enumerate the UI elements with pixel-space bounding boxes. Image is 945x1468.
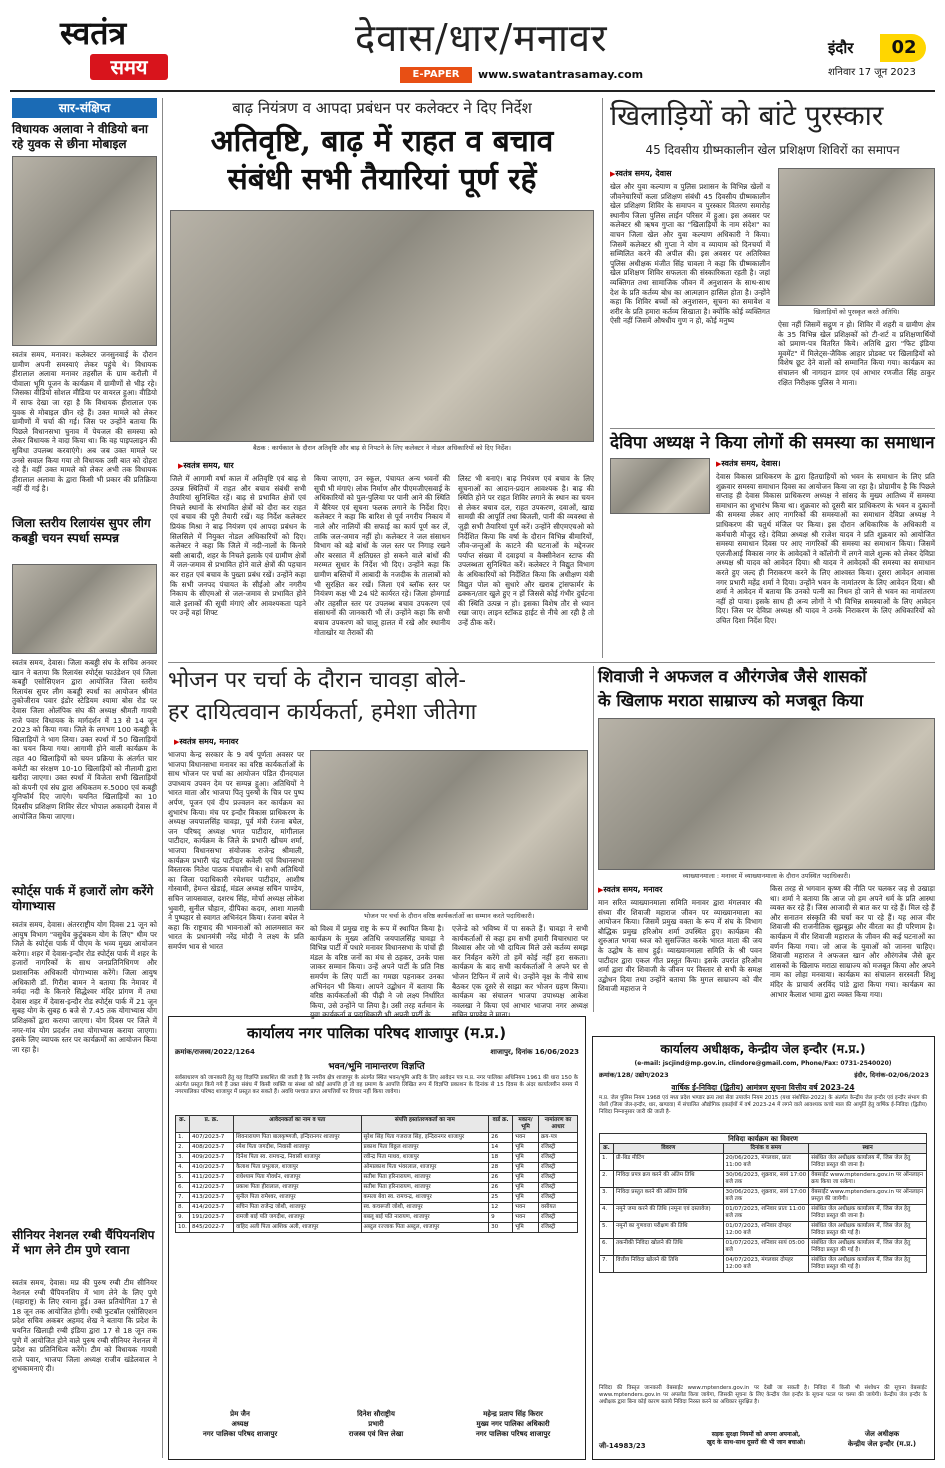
table-cell: कमला बेवा स्व. रामचन्द्र, शाजापुर (361, 1193, 489, 1203)
jail-office-title: कार्यालय अधीक्षक, केन्द्रीय जेल इन्दौर (म.प्र.) (660, 1042, 866, 1056)
lead-story (168, 98, 596, 658)
shivaji-col-1: मान सरित व्याख्यानमाला समिति मनावर द्वारा मंगलवार की संध्या वीर शिवाजी महाराज जीवन पर व्याख्यानमाला का आयोजन किया। जिसमें प्रमुख वक्ता के रूप में संघ के विभाग बौद्धिक प्रमुख हरिओम शर्मा उपस्थित हुए। कार्यक्रम की शुरुआत भगवा ध्वज को सुसज्जित करके भारत माता की जय के उद्घोष के साथ हुई। व्याख्यानमाला समिति के श्री पवन पाटीदार द्वारा एकल गीत प्रस्तुत किया। इसके उपरांत हरिओम शर्मा द्वारा वीर शिवाजी के जीवन पर विस्तार से सभी के समक्ष उद्बोधन दिया तथा उन्होंने बताया कि मुगल साम्राज्य को वीर शिवाजी महाराज ने (598, 898, 762, 994)
table-row (600, 1188, 927, 1205)
table-cell: 18 (489, 1153, 513, 1163)
table-cell: 8. (176, 1203, 190, 1213)
players-photo (778, 168, 935, 306)
table-cell: 6. (600, 1239, 614, 1256)
devipiya-body: देवास विकास प्राधिकरण के द्वारा हितग्राहियों को भवन के समाधान के लिए प्रति शुक्रवार समस्या समाधान दिवस का आयोजन किया जा रहा है। प्रोग्रामीय है कि पिछले सप्ताह ही देवास विकास प्राधिकरण अध्यक्ष ने सांसद के मुख्य आतिथ्य में समस्या समाधान का शुभारंभ किया था। शुक्रवार को दूसरी बार प्राधिकरण के भवन व दुकानों की समस्या लेकर आए नागरिकों की समस्याओं का समाधान देविप्रा अध्यक्ष ने प्राधिकरण की चतुर्थ मंजिल पर किया। इस दौरान अधिकारिक के अधिकारी व कर्मचारी मौजूद रहे। देविप्रा अध्यक्ष श्री राजेश यादव ने प्रति शुक्रवार को आयोजित समस्या समाधान दिवस पर आए नागरिकों की समस्या का समाधान किया। जिसमें एलजीआई विकास नगर के आवेदकों ने कॉलोनी में लगने वाले शुल्क को लेकर देविप्रा अध्यक्ष श्री यादव को आवेदन दिया। श्री यादव ने आवेदकों की समस्या का समाधान करते हुए जल्द ही निराकरण करने के लिए आश्वस्त किया। दूसरा आवेदन आवास नगर प्रभारी महेंद्र शर्मा ने दिया। उन्होंने भवन के नामांतरण के लिए आवेदन दिया। श्री शर्मा ने आवेदन में बताया कि उनको पत्नी का निधन हो जाने से भवन का नामांतरण नहीं हो पाया। इसके साथ ही अन्य लोगों ने भी विभिन्न समस्याओं के लिए आवेदन दिए। जिस पर देविप्रा अध्यक्ष श्री यादव ने उनके निराकरण के लिए अधिकारियों को उचित दिशा निर्देश दिए। (716, 472, 935, 625)
lead-col-1: जिले में आगामी वर्षा काल में अतिवृष्टि एवं बाढ़ से उत्पन्न स्थितियों में राहत और बचाव संबंधी सभी तैयारियां सुनिश्चित रहें। बाढ़ से प्रभावित क्षेत्रों एवं निचले स्थानों के संभावित क्षेत्रों को दौरा कर राहत एवं बचाव की पूरी तैयारी रखें। यह निर्देश कलेक्टर प्रियंक मिश्रा ने बाढ़ नियंत्रण एवं आपदा प्रबंधन के सिलसिले में नियुक्त नोडल अधिकारियों को दिए। कलेक्टर ने कहा कि जिले में नदी-नालों के किनारे बसी आबादी, शहर के निचले इलाके एवं ग्रामीण क्षेत्रों में जल-जमाव से प्रभावित होने वाले क्षेत्रों की पहचान कर राहत एवं बचाव के पुख्ता प्रबंध रखें। उन्होंने कहा कि सभी जनपद पंचायत के सीईओ और नगरीय निकाय के सीएमओ से जल-जमाव से प्रभावित होने वाले इलाकों की सूची मंगाएं और आवश्यकता पड़ने पर उन्हें वहां शिफ्ट (170, 474, 306, 618)
table-cell: रजिस्ट्री (539, 1213, 578, 1223)
table-cell: भूमि (513, 1143, 539, 1153)
table-cell: 26 (489, 1133, 513, 1143)
bhojan-col-1: भाजपा केन्द्र सरकार के 9 वर्ष पूर्णता अवसर पर भाजपा विधानसभा मनावर का वरिष्ठ कार्यकर्ताओं के साथ भोजन पर चर्चा का आयोजन पंडित दीनदयाल उपाध्याय उपवन देम पर सम्पन्न हुआ। अतिथियों ने भारत माता और भाजपा पितृ पुरुषों के चित्र पर पुष्प अर्पण, पूजन एवं दीप प्रज्वलन कर कार्यक्रम का शुभारंभ किया। मंच पर इन्दौर विकास प्राधिकरण के अध्यक्ष जयपालसिंह चावड़ा, पूर्व मंत्री रंजना बघेल, जन परिषद् अध्यक्ष भगत पाटीदार, मांगीलाल पाटीदार, कार्यक्रम के जिले के प्रभारी खीचम शर्मा, भाजपा विधानसभा संयोजक राजेन्द्र श्रीमाली, कार्यक्रम प्रभारी चंद्र पाटीदार कवेली एवं विधानसभा विस्तारक नितेश पाठक मंचासीन थे। सभी अतिथियों का जिला पदाधिकारी रमेशचर पाटीदार, आशीष गोस्वामी, हेमन्त खेडाई, मंडल अध्यक्ष सचिन पाण्डेय, सचिन जायसवाल, दशरथ सिंह, मोर्चा अध्यक्ष लोकेश भुवारी, सुनील चौहान, दीपिका कदम, आशा मालवी ने पुष्पहार से स्वागत अभिनंदन किया। रंजना बघेल ने कहा कि राष्ट्रवाद की भावनाओं को आलमसात कर भारत के प्रधानमंत्री नरेंद्र मोदी ने लक्ष्य के प्रति समर्पण भाव से भारत (168, 750, 304, 951)
lead-col-2: किया जाएगा, उन स्कूल, पंचायत अन्य भवनों की सूची भी मंगाएं। लोक निर्माण और पीएमजीएसवाई के अधिकारियों को पुल-पुलिया पर पानी आने की स्थिति में बैरियर एवं सूचना फलक लगाने के निर्देश दिए। कलेक्टर ने कहा कि बारिश से पूर्व नगरीय निकाय में नाले और नालियों की सफाई का कार्य पूर्ण कर लें, ताकि जल-जमाव नहीं हो। कलेक्टर ने जल संसाधन विभाग को बड़े बांधों के जल स्तर पर निगाह रखने और बरसात में क्षतिग्रस्त हो सकने वाले बांधों की मरम्मत सुधार के निर्देश भी दिए। उन्होंने कहा कि ग्रामीण बस्तियों में आबादी के नजदीक के तालाबों को भी सुरक्षित कर रखें। जिला एवं ब्लॉक स्तर पर नियंत्रण कक्ष भी 24 घंटे कार्यरत रहे। जिला होमगार्ड और तहसील स्तर पर उपलब्ध बचाव उपकरण एवं संसाधनों की जानकारी भी लें। उन्होंने कहा कि सभी बचाव उपकरण को चालू हालत में रखे और स्थानीय गोताखोर या तैराकों की (314, 474, 451, 637)
np-ref-date: शाजापुर, दिनांक 16/06/2023 (490, 1048, 579, 1056)
table-cell: भूमि (513, 1183, 539, 1193)
table-row (176, 1163, 578, 1173)
logo (60, 14, 180, 84)
jail-sign-org: केन्द्रीय जेल इन्दौर (म.प्र.) (847, 1440, 917, 1448)
table-cell: सचिन पिता राजेन्द्र जोशी, शाजापुर (233, 1203, 361, 1213)
table-cell: संबंधित जेल अधीक्षक कार्यालय में, जिस जेल हेतु निविदा प्रस्तुत की जाना है। (809, 1205, 927, 1222)
table-cell: 7. (600, 1256, 614, 1273)
logo-line2: समय (110, 55, 148, 79)
bhojan-photo-caption: भोजन पर चर्चा के दौरान वरिष्ठ कार्यकर्ताओं का सम्मान करते पदाधिकारी। (363, 912, 535, 920)
np-col-header: प्र. क्र. (189, 1116, 233, 1133)
jail-ad (592, 1036, 935, 1460)
table-cell: 10. (176, 1223, 190, 1233)
np-sign-1 (175, 1409, 305, 1439)
table-cell: रमेश पिता जगदीश, निवासी शाजापुर (233, 1143, 361, 1153)
table-cell: स्व. कचरूजी जोशी, शाजापुर (361, 1203, 489, 1213)
table-cell: 6. (176, 1183, 190, 1193)
table-row (176, 1203, 578, 1213)
bhojan-headline-line1: भोजन पर चर्चा के दौरान चावड़ा बोले- (168, 668, 466, 693)
masthead (0, 0, 945, 92)
jail-ref-date: इंदौर, दिनांक-02/06/2023 (854, 1071, 929, 1079)
masthead-rule (10, 90, 935, 92)
issue-date: शनिवार 17 जून 2023 (828, 67, 916, 78)
table-cell: रजिस्ट्री (539, 1163, 578, 1173)
table-cell: निविदा प्रस्तुत करने की अंतिम तिथि (613, 1188, 723, 1205)
table-cell: 410/2023-7 (189, 1163, 233, 1173)
table-cell: भवन (513, 1133, 539, 1143)
table-cell: रजिस्ट्री (539, 1173, 578, 1183)
table-cell: 04/07/2023, मंगलवार दोपहर 12:00 बजे (723, 1256, 809, 1273)
table-row (176, 1153, 578, 1163)
table-cell: क्रय-पत्र (539, 1133, 578, 1143)
np-table (175, 1115, 578, 1233)
table-cell: प्रकाश पिता हीरालाल, शाजापुर (233, 1183, 361, 1193)
sidebar-story-4-headline: सीनियर नेशनल रग्बी चैंपियनशिप में भाग लेने टीम पुणे रवाना (12, 1228, 155, 1257)
table-cell: दिनेश पिता स्व. रामचन्द्र, निवासी शाजापुर (233, 1153, 361, 1163)
table-cell: रजिस्ट्री (539, 1143, 578, 1153)
table-row (176, 1143, 578, 1153)
jail-ref-no: क्रमांक/128/ उद्योग/2023 (599, 1071, 669, 1079)
table-cell: तकनीकी निविदा खोलने की तिथि (613, 1239, 723, 1256)
bhojan-byline: ▶ स्वतंत्र समय, मनावर (174, 736, 374, 747)
nagar-palika-ad (168, 1016, 586, 1460)
table-cell: 191/2023-7 (189, 1213, 233, 1223)
table-row (176, 1213, 578, 1223)
table-cell: भवन (513, 1203, 539, 1213)
bhojan-photo (310, 750, 588, 910)
jail-col-header: विवरण (613, 1144, 723, 1154)
players-body-left: खेल और युवा कल्याण व पुलिस प्रशासन के विभिन्न खेलों व जीवनेचारियों कला प्रशिक्षण संबंधी 45 दिवसीय ग्रीष्मकालीन खेल प्रशिक्षण शिविर के समापन व पुरस्कार वितरण समारोह स्थानीय जिला पुलिस लाईन परिसर में हुआ। इस अवसर पर कलेक्टर श्री ऋषव गुप्ता का "खिलाड़ियों के नाम संदेश" का वाचन जिला खेल और युवा कल्याण अधिकारी ने किया। जिसमें कलेक्टर श्री गुप्ता ने योग व व्यायाम को दिनचर्या में सम्मिलित करने की अपील की। इस अवसर पर अतिरिक्त पुलिस अधीक्षक मंजीत सिंह चावला ने कहा कि ग्रीष्मकालीन खेल प्रशिक्षण शिविर सफलता की संस्कारिकता रहती है। जहां व्यक्तिगत तथा सामाजिक जीवन में अनुशासन के साथ-साथ देश के प्रति कर्तव्य बोध का आत्मज्ञान हासिल होता है। उन्होंने कहा कि शिविर बच्चों को अनुशासन, सूचना का समावेश व शरीर के प्रति हमारा कर्तव्य सिखाता है। क्योंकि कोई व्यक्तिगत ऐसी नहीं जिसमें औषधीय गुण न हो, कोई मनुष्य (610, 182, 770, 326)
jail-slogan-line1: सड़क सुरक्षा नियमों को अपना अपनाओ, (711, 1431, 801, 1438)
np-sign-2-name: दिनेश सौराष्ट्रीय (357, 1410, 395, 1418)
table-row (600, 1222, 927, 1239)
jail-footer-note: निविदा की विस्तृत जानकारी वेबसाईट www.mptenders.gov.in पर देखी जा सकती है। निविदा में किसी भी संशोधन की सूचना वेबसाईट www.mptenders.gov.in पर अपलोड किया जायेगा, जिसकी सूचना के लिए केन्द्रीय जेल इन्दौर के सूचना पटल पर चस्पा की जायेगी। केन्द्रीय जेल इन्दौर के अधीक्षक द्वारा बिना कोई कारण बताये निविदा निरस्त करने का अधिकार सुरक्षित है। (599, 1385, 927, 1405)
np-col-header: नामांतरण का आधार (539, 1116, 578, 1133)
players-headline: खिलाड़ियों को बांटे पुरस्कार (610, 99, 884, 132)
website-link[interactable]: www.swatantrasamay.com (478, 68, 644, 81)
table-cell: संबंधित जेल अधीक्षक कार्यालय में, जिस जेल हेतु निविदा प्रस्तुत की गई है। (809, 1256, 927, 1273)
players-photo-caption: खिलाड़ियों को पुरस्कृत करते अतिथि। (813, 308, 900, 316)
sidebar-story-3-headline: स्पोर्ट्स पार्क में हजारों लोग करेंगे योगाभ्यास (12, 884, 154, 913)
table-cell: 14 (489, 1143, 513, 1153)
table-cell: भूमि (513, 1173, 539, 1183)
shivaji-photo-caption: व्याख्यानमाला : मनावर में व्याख्यानमाला के दौरान उपस्थित पदाधिकारी। (682, 872, 851, 880)
table-cell: 7. (176, 1193, 190, 1203)
sidebar (12, 98, 157, 1458)
table-cell: 25 (489, 1193, 513, 1203)
lead-kicker: बाढ़ नियंत्रण व आपदा प्रबंधन पर कलेक्टर ने दिए निर्देश (232, 99, 532, 117)
sidebar-story-1-photo (12, 156, 157, 346)
jail-sign (833, 1429, 931, 1449)
table-cell: 414/2023-7 (189, 1203, 233, 1213)
sidebar-story-4-body: स्वतंत्र समय, देवास। मप्र की पुरुष रग्बी टीम सीनियर नेशनल रग्बी चैंपियनशिप में भाग लेने के लिए पुणे (महाराष्ट्र) के लिए रवाना हुई। उक्त प्रतियोगिता 17 से 18 जून तक आयोजित होगी। रग्बी फुटबॉल एसोसिएशन प्रदेश सचिव अकबर अहमद शेख ने बताया कि प्रदेश के चयनित खिलाड़ी रग्बी इंडिया द्वारा 17 से 18 जून तक पुणे में आयोजित होने वाले पुरुष रग्बी सीनियर नेशनल में प्रदेश का प्रतिनिधित्व करेंगे। टीम को विधायक गायत्री राजे पवार, भाजपा जिला अध्यक्ष राजीव खंडेलवाल ने शुभकामनाएं दी। (12, 1278, 157, 1374)
np-col-header: वार्ड क्र. (489, 1116, 513, 1133)
table-cell: 9 (489, 1213, 513, 1223)
np-table-header (176, 1116, 578, 1133)
table-cell: 26 (489, 1173, 513, 1183)
table-cell: राधेश्याम पिता गोवर्धन, शाजापुर (233, 1173, 361, 1183)
sidebar-story-1-headline: विधायक अलावा ने वीडियो बना रहे युवक से छीना मोबाइल (12, 122, 149, 151)
table-cell: भवन (513, 1213, 539, 1223)
table-cell: भूमि (513, 1193, 539, 1203)
table-cell: प्रकाश पिता विठ्ठल शाजापुर (361, 1143, 489, 1153)
lead-photo (170, 210, 594, 442)
table-cell: 9. (176, 1213, 190, 1223)
sidebar-story-2-headline: जिला स्तरीय रिलायंस सुपर लीग कबड्डी चयन स्पर्धा सम्पन्न (12, 516, 151, 545)
lead-headline-line1: अतिवृष्टि, बाढ़ में राहत व बचाव (210, 124, 554, 159)
shivaji-byline: ▶ स्वतंत्र समय, मनावर (598, 884, 758, 895)
bhojan-col-2: को विश्व में प्रमुख राष्ट्र के रूप में स्थापित किया है। कार्यक्रम के मुख्य अतिथि जयपालसिंह चावड़ा ने विभिन्न पार्टी में पधारे मनावर विधानसभा के पांचों ही मंडल के वरिष्ठ जनों का मंच से ठहकर, उनके पास जाकर सम्मान किया। उन्हें अपने पार्टी के प्रति निष्ठ समर्पण के लिए पार्टी का गमछा पहनाकर उनका अभिनंदन भी किया। आपने उद्बोधन में बताया कि वरिष्ठ कार्यकर्ताओं की पीढ़ी ने जो लक्ष्य निर्धारित किया, उसे उन्होंने पा लिया है। उसी तरह वर्तमान के युवा कार्यकर्ता व पदाधिकारी भी अपनी पार्टी के (310, 924, 444, 1020)
devipiya-byline: ▶ स्वतंत्र समय, देवास। (716, 458, 836, 469)
table-cell: 26 (489, 1183, 513, 1193)
table-cell: सुनील पिता रामेश्वर, शाजापुर (233, 1193, 361, 1203)
bhojan-col-3: एजेन्डे को भविष्य में पा सकते हैं। चावड़ा ने सभी कार्यकर्ताओं से कहा हम सभी हमारी विचारधारा पर विश्वास और जो भी दायित्व मिले उसे कर्तव्य समझ कर निर्वहन करेंगे तो हमें कोई नहीं हरा सकता। कार्यक्रम के बाद सभी कार्यकर्ताओं ने अपने घर से भोजन टिफिन में लाये थे। उन्होंने वृक्ष के नीचे साथ बैठकर एक दूसरे से साझा कर भोजन ग्रहण किया। कार्यक्रम का संचालन भाजपा उपाध्यक्ष आकेश नवलखा ने किया एवं आभार भाजपा नगर अध्यक्ष सचिन पाण्डेय ने माना। (452, 924, 588, 1020)
jail-gi-number: जी-14983/23 (599, 1442, 646, 1450)
table-cell: 30 (489, 1223, 513, 1233)
table-cell: रजिस्ट्री (539, 1223, 578, 1233)
table-cell: रजिस्ट्री (539, 1193, 578, 1203)
np-col-header: क्र. (176, 1116, 190, 1133)
table-cell: संबंधित जेल अधीक्षक कार्यालय में, जिस जेल हेतु निविदा प्रस्तुत की गई है। (809, 1222, 927, 1239)
jail-notice-title: वार्षिक ई-निविदा (द्वितीय) आमंत्रण सूचना वित्तीय वर्ष 2023-24 (671, 1083, 855, 1092)
epaper-label: E-PAPER (400, 67, 472, 83)
table-cell: 01/07/2023, शनिवार सायं 05:00 बजे (723, 1239, 809, 1256)
city-label: इंदौर (828, 39, 854, 57)
table-row (600, 1239, 927, 1256)
table-cell: 30/06/2023, शुक्रवार, सायं 17:00 बजे तक (723, 1188, 809, 1205)
np-office-title: कार्यालय नगर पालिका परिषद शाजापुर (म.प्र.) (246, 1024, 507, 1042)
np-sign-2 (311, 1409, 441, 1439)
jail-table (599, 1143, 927, 1273)
sidebar-story-1-body: स्वतंत्र समय, मनावर। कलेक्टर जनसुनवाई के दौरान ग्रामीण अपनी समस्याएं लेकर पहुंचे थे। विधायक हीरालाल अलावा मनावर तहसील के ग्राम करौली में पीवाला भूमि पूजन के कार्यक्रम में ग्रामीणों से भीड़ रहे। जिसका वीडियो सोशल मीडिया पर वायरल हुआ। वीडियो में साफ देखा जा रहा है कि विधायक हीरालाल एक युवक से मोबाइल छीन रहे हैं। उक्त मामले को लेकर ग्रामीणों में चर्चा की गई। जिस पर उन्होंने बताया कि पिछले विधानसभा चुनाव में पेयजल की समस्या को लेकर विधायक ने वादा किया था। कि वह पाइपलाइन की सुविधा उपलब्ध करवाएंगे। अब जब उक्त मामले पर उनसे सवाल किया गया तो विधायक उसी बात को दोहरा रहे हैं। वहीं उक्त मामले को लेकर अभी तक विधायक हीरालाल अलावा के द्वारा किसी भी प्रकार की प्रतिक्रिया नहीं दी गई है। (12, 350, 157, 494)
table-cell: 3. (600, 1188, 614, 1205)
table-row (600, 1205, 927, 1222)
table-cell: 1. (600, 1154, 614, 1171)
table-cell: 407/2023-7 (189, 1133, 233, 1143)
table-cell: वेबसाईट www.mptenders.gov.in पर ऑनलाइन क्रय किया जा सकेगा। (809, 1171, 927, 1188)
sidebar-divider (162, 98, 163, 1458)
jail-notice-body: म.प्र. जेल पुलिस नियम 1968 एवं मध्य प्रदेश भण्डार क्रय तथा सेवा उपार्जन नियम 2015 (यथा संशोधित-2022) के अंतर्गत केन्द्रीय जेल इन्दौर एवं इन्दौर संभाग की जेलों (जिला जेल-इन्दौर, धार, खण्डवा) में संचालित औद्योगिक इकाईयों में वर्ष 2023-24 में लगने वाले आवश्यक कच्चे माल की आपूर्ति हेतु वार्षिक ई-निविदा (द्वितीय) निविदा निम्नानुसार जारी की जाती है- (599, 1095, 927, 1115)
table-cell: 845/2022-7 (189, 1223, 233, 1233)
jail-sign-role: जेल अधीक्षक (864, 1430, 900, 1438)
table-cell: 5. (176, 1173, 190, 1183)
center-divider (602, 98, 603, 658)
jail-schedule-title: निविदा कार्यक्रम का विवरण (599, 1133, 927, 1144)
lead-headline-line2: संबंधी सभी तैयारियां पूर्ण रहें (227, 162, 537, 197)
np-sign-3-role: मुख्य नगर पालिका अधिकारी (476, 1420, 550, 1428)
np-col-header: आवेदनकर्ता का नाम व पता (233, 1116, 361, 1133)
table-cell: 409/2023-7 (189, 1153, 233, 1163)
np-sign-3-org: नगर पालिका परिषद शाजापुर (475, 1430, 551, 1438)
table-row (600, 1154, 927, 1171)
jail-col-header: क्र. (600, 1144, 614, 1154)
np-col-header: संपत्ति हस्तांतरणकर्ता का नाम (361, 1116, 489, 1133)
table-cell: वेबसाईट www.mptenders.gov.in पर ऑनलाइन प्रस्तुत की जायेगी। (809, 1188, 927, 1205)
lead-byline: ▶ स्वतंत्र समय, धार (178, 460, 378, 471)
sidebar-story-2-photo (12, 564, 157, 654)
table-row (176, 1223, 578, 1233)
table-cell: सुरेश सिंह पिता गजराज सिंह, इन्दिरानगर शाजापुर (361, 1133, 489, 1143)
table-cell: प्री-बिड मीटिंग (613, 1154, 723, 1171)
table-cell: 408/2023-7 (189, 1143, 233, 1153)
table-cell: बबलू बाई पति नारायण, शाजापुर (361, 1213, 489, 1223)
jail-col-header: स्थान (809, 1144, 927, 1154)
np-sign-1-role: अध्यक्ष (231, 1420, 249, 1428)
devipiya-top-rule (610, 428, 935, 429)
table-cell: 1. (176, 1133, 190, 1143)
table-cell: सतीश पिता हरिनारायण, शाजापुर (361, 1183, 489, 1193)
players-byline: ▶ स्वतंत्र समय, देवास (610, 168, 760, 179)
np-sign-2-org: राजस्व एवं वित्त लेखा (348, 1430, 404, 1438)
shivaji-photo (598, 718, 935, 870)
jail-slogan-line2: खुद के साथ-साथ दूसरों की भी जान बचाओ। (706, 1439, 806, 1446)
table-row (176, 1193, 578, 1203)
jail-col-header: दिनांक व समय (723, 1144, 809, 1154)
table-cell: 01/07/2023, शनिवार प्रातः 11:00 बजे तक (723, 1205, 809, 1222)
table-cell: 30/06/2023, शुक्रवार, सायं 17:00 बजे तक (723, 1171, 809, 1188)
table-row (176, 1173, 578, 1183)
devipiya-headline: देविपा अध्यक्ष ने किया लोगों की समस्या का समाधान (610, 433, 935, 453)
np-ref-no: क्रमांक/राजस्व/2022/1264 (175, 1048, 255, 1056)
table-cell: रजिस्ट्री (539, 1153, 578, 1163)
table-cell: 4. (176, 1163, 190, 1173)
sidebar-story-3-body: स्वतंत्र समय, देवास। अंतरराष्ट्रीय योग दिवस 21 जून को आयुष विभाग "वसुधैव कुटुंबकम योग के लिए" थीम पर जिले के स्पोर्ट्स पार्क में पीएम के भव्य मुख्य आयोजन करेगा। शहर में देवास-इन्दौर रोड स्पोर्ट्स पार्क में शहर के हजारों नागरिकों के साथ जनप्रतिनिधिगण और प्रशासनिक अधिकारी योगाभ्यास करेंगे। जिला आयुष अधिकारी डॉ. गिरीश बामन ने बताया कि नेमावर में नर्मदा नदी के किनारे सिद्धेश्वर मंदिर प्रांगण में तथा देवास शहर में देवास-इन्दौर रोड स्पोर्ट्स पार्क में 21 जून सुबह योग के सुबह 6 बजे से 7.45 तक योगाभ्यास योग प्रशिक्षकों द्वारा कराया जाएगा। योग दिवस पर जिले में नगर-गांव योग प्रदर्शन तथा योगाभ्यास कराया जाएगा। इसके लिए व्यापक स्तर पर कार्यक्रमों का आयोजन किया जा रहा है। (12, 920, 157, 1054)
shivaji-headline-line1: शिवाजी ने अफजल व औरंगजेब जैसे शासकों (598, 667, 867, 686)
table-cell: 12 (489, 1203, 513, 1213)
devipiya-story (610, 428, 935, 658)
table-cell: नमूनों का गुणवत्ता परीक्षण की तिथि (613, 1222, 723, 1239)
table-cell: रवीन्द्र पिता माधव, शाजापुर (361, 1153, 489, 1163)
table-cell: भूमि (513, 1153, 539, 1163)
table-cell: 413/2023-7 (189, 1193, 233, 1203)
players-story (610, 98, 935, 423)
table-cell: वाहिद अली पिता आशिक अली, शाजापुर (233, 1223, 361, 1233)
table-cell: 4. (600, 1205, 614, 1222)
np-col-header: मकान/भूमि (513, 1116, 539, 1133)
table-cell: 411/2023-7 (189, 1173, 233, 1183)
jail-table-header (600, 1144, 927, 1154)
lower-center-divider (593, 666, 594, 1012)
sidebar-section-title: सार-संक्षिप्त (12, 98, 157, 118)
table-cell: वसीयत (539, 1203, 578, 1213)
table-cell: कैलाश पिता प्रभुलाल, शाजापुर (233, 1163, 361, 1173)
table-row (176, 1133, 578, 1143)
np-sign-3-name: महेन्द्र प्रताप सिंह किरार (483, 1410, 543, 1418)
lead-col-3: लिस्ट भी बनाएं। बाढ़ नियंत्रण एवं बचाव के लिए सूचनाओं का आदान-प्रदान आवश्यक है। बाढ़ की स्थिति होने पर राहत शिविर लगाने के स्थान का चयन से लेकर बचाव दल, राहत उपकरण, दवाओं, खाद्य सामग्री की आपूर्ति तथा बिजली, पानी की व्यवस्था से जुड़ी सभी तैयारियां पूर्ण करें। उन्होंने सीएमएचओ को निर्देशित किया कि वर्षा के दौरान विभिन्न बीमारियों, जीव-जन्तुओं के काटने की घटनाओं के मद्देनजर पर्याप्त संख्या में दवाइयां व वैक्सीनेशन स्टाफ की उपलब्धता सुनिश्चित करें। कलेक्टर ने विद्युत विभाग के अधिकारियों को निर्देशित किया कि अधीक्षण यंत्री विद्युत पोल को सुधारे और खराब ट्रांसफार्मर के ढक्कन/तार खुले हुए न हों जिससे कोई गंभीर दुर्घटना की स्थिति उत्पन्न न हो। इसका विशेष तौर से ध्यान रखा जाए। लाइन स्टॉकड हाईट से नीचे आ रही है तो उन्हें ठीक करें। (458, 474, 594, 627)
table-cell: वित्तीय निविदा खोलने की तिथि (613, 1256, 723, 1273)
np-sign-3 (447, 1409, 579, 1439)
table-cell: 3. (176, 1153, 190, 1163)
table-cell: 2. (600, 1171, 614, 1188)
table-cell: संबंधित जेल अधीक्षक कार्यालय में, जिस जेल हेतु निविदा प्रस्तुत की गई है। (809, 1239, 927, 1256)
table-cell: रामजी बाई पति जगदीश, शाजापुर (233, 1213, 361, 1223)
table-cell: 5. (600, 1222, 614, 1239)
mid-rule (168, 662, 935, 663)
devipiya-photo (610, 458, 710, 514)
jail-slogan (681, 1431, 831, 1447)
shivaji-headline-line2: के खिलाफ मराठा साम्राज्य को मजबूत किया (598, 691, 864, 710)
table-cell: ओमप्रकाश पिता भंवरलाल, शाजापुर (361, 1163, 489, 1173)
table-cell: अब्दुल रज्जाक पिता अब्दुल, शाजापुर (361, 1223, 489, 1233)
table-cell: 20/06/2023, मंगलवार, प्रातः 11:00 बजे (723, 1154, 809, 1171)
table-row (600, 1171, 927, 1188)
table-cell: 412/2023-7 (189, 1183, 233, 1193)
table-cell: नमूने जमा करने की तिथि (नमूना एवं दस्तावेज) (613, 1205, 723, 1222)
bhojan-headline-line2: हर दायित्ववान कार्यकर्ता, हमेशा जीतेगा (168, 700, 477, 725)
np-sign-2-role: प्रभारी (368, 1420, 384, 1428)
table-cell: सतीश पिता हरिनारायण, शाजापुर (361, 1173, 489, 1183)
table-cell: भूमि (513, 1223, 539, 1233)
players-subhead: 45 दिवसीय ग्रीष्मकालीन खेल प्रशिक्षण शिविरों का समापन (645, 143, 900, 157)
jail-contacts: (e-mail: jscjind@mp.gov.in, clindore@gmail.com, Phone/Fax: 0731-2540020) (634, 1060, 892, 1067)
table-row (176, 1183, 578, 1193)
table-cell: निविदा प्रपत्र क्रय करने की अंतिम तिथि (613, 1171, 723, 1188)
table-cell: 2. (176, 1143, 190, 1153)
table-cell: भूमि (513, 1163, 539, 1173)
shivaji-story (598, 666, 935, 1012)
table-cell: 28 (489, 1163, 513, 1173)
np-sign-1-org: नगर पालिका परिषद शाजापुर (202, 1430, 278, 1438)
np-notice-title: भवन/भूमि नामान्तरण विज्ञप्ति (328, 1062, 425, 1072)
np-notice-body: सर्वसाधारण को जानकारी हेतु यह विज्ञप्ति प्रकाशित की जाती है कि नगरीय क्षेत्र शाजापुर के अंतर्गत स्थित भवन/भूमि आदि के लिए आवेदन पत्र म.प्र. नगर पालिका अधिनियम 1961 की धारा 150 के अंतर्गत प्रस्तुत किये गये हैं उक्त संबंध में किसी व्यक्ति या संस्था को कोई आपत्ति हो तो वह प्रमाण के आपत्ति लिखित रूप में विज्ञप्ति प्रकाशन के दिनांक से 15 दिवस के अंदर कार्यालयीन समय में नगरपालिका परिषद शाजापुर में प्रस्तुत कर सकते हैं। अवधि पश्चात प्राप्त आपत्तियों पर विचार नहीं किया जावेगा। (175, 1075, 578, 1096)
bhojan-story (168, 666, 588, 1020)
page-number: 02 (891, 37, 917, 58)
table-cell: संबंधित जेल अधीक्षक कार्यालय में, जिस जेल हेतु निविदा प्रस्तुत की जाना है। (809, 1154, 927, 1171)
table-cell: रजिस्ट्री (539, 1183, 578, 1193)
players-body-right: ऐसा नहीं जिसमें सद्गुण न हो। शिविर में शहरी व ग्रामीण क्षेत्र के 35 विभिन्न खेल प्रशिक्षकों को टी-शर्ट व प्रशिक्षणार्थियों को प्रमाण-पत्र वितरित किये। अतिथि द्वारा "फिट इंडिया मूवमेंट" में मिलेट्स-जैविक आहार प्रोडक्ट पर खिलाड़ियों को विशेष छूट देने वालों को सम्मानित किया गया। कार्यक्रम का संचालन श्री नागदान डागर एवं आभार रणजीत सिंह ठाकुर रक्षित निरीक्षक पुलिस ने माना। (778, 320, 935, 387)
sidebar-story-2-body: स्वतंत्र समय, देवास। जिला कबड्डी संघ के सचिव अनवर खान ने बताया कि रिलायंस स्पोर्ट्स फाउंडेशन एवं जिला कबड्डी एसोसिएशन द्वारा आयोजित जिला स्तरीय रिलायंस सुपर लीग कबड्डी स्पर्धा का आयोजन श्रीमंत तुकोजीराव पवार इंडोर स्टेडियम श्यामा बोस रोड पर देवास जिला ओलंपिक संघ की अध्यक्ष श्रीमती गायत्री राजे पवार विधायक के मार्गदर्शन में 13 से 14 जून 2023 को किया गया। जिले के लगभग 100 कबड्डी के खिलाड़ियों ने भाग लिया। उक्त स्पर्धा में 50 खिलाड़ियों का चयन किया गया। आगामी होने वाली कार्यक्रम के तहत 40 खिलाड़ियों को चयन प्रक्रिया के अंतर्गत चार कमेटी का संरक्षण 10-10 खिलाड़ियों को नीलामी द्वारा खरीदा जाएगा। उक्त स्पर्धा में विजेता सभी खिलाड़ियों को कंपनी एवं संघ द्वारा अधिकतम रु.5000 एवं कबड्डी यूनिफॉर्म दिए जाएंगे। चयनित खिलाड़ियों का 10 दिवसीय प्रशिक्षण शिविर सेंटर भोपाल अकादमी देवास में आयोजित किया जाएगा। (12, 658, 157, 821)
lead-photo-caption: बैठक : कार्यकाल के दौरान अतिवृष्टि और बाढ़ से निपटने के लिए कलेक्टर ने नोडल अधिकारियों को दिए निर्देश। (252, 444, 512, 452)
np-sign-1-name: प्रेम जैन (230, 1410, 250, 1418)
edition-title: देवास/धार/मनावर (355, 16, 608, 60)
shivaji-col-2: किस तरह से भगवान कृष्ण की नीति पर चलकर जड़ से उखाड़ा था। शर्मा ने बताया कि आज जो हम अपने धर्म के प्रति आस्था व्यक्त कर रहे हैं। जिस आजादी से बात कर पा रहे हैं। मिल रहे हैं और सनातन संस्कृति की चर्चा कर पा रहे हैं। यह आज वीर शिवाजी की राजनीतिक सूझबूझ और वीरता का ही परिणाम है। कार्यक्रम में वीर शिवाजी महाराज के जीवन की कई घटनाओं का वर्णन किया गया। जो आज के युवाओं को जानना चाहिए। शिवाजी महाराज ने अफजल खान और औरंगजेब जैसे क्रूर शासकों के खिलाफ मराठा साम्राज्य को मजबूत किया और अपने नाम का लोहा मनवाया। कार्यक्रम का संचालन सरस्वती शिशु मंदिर के प्राचार्य अरविंद पांडे द्वारा किया गया। कार्यक्रम का आभार कैलाश भामा द्वारा व्यक्त किया गया। (770, 884, 935, 999)
table-cell: शिवनारायण पिता बालकृष्णजी, इन्दिरानगर शाजापुर (233, 1133, 361, 1143)
table-cell: 01/07/2023, शनिवार दोपहर 12:00 बजे (723, 1222, 809, 1239)
logo-line1: स्वतंत्र (60, 14, 127, 52)
table-row (600, 1256, 927, 1273)
